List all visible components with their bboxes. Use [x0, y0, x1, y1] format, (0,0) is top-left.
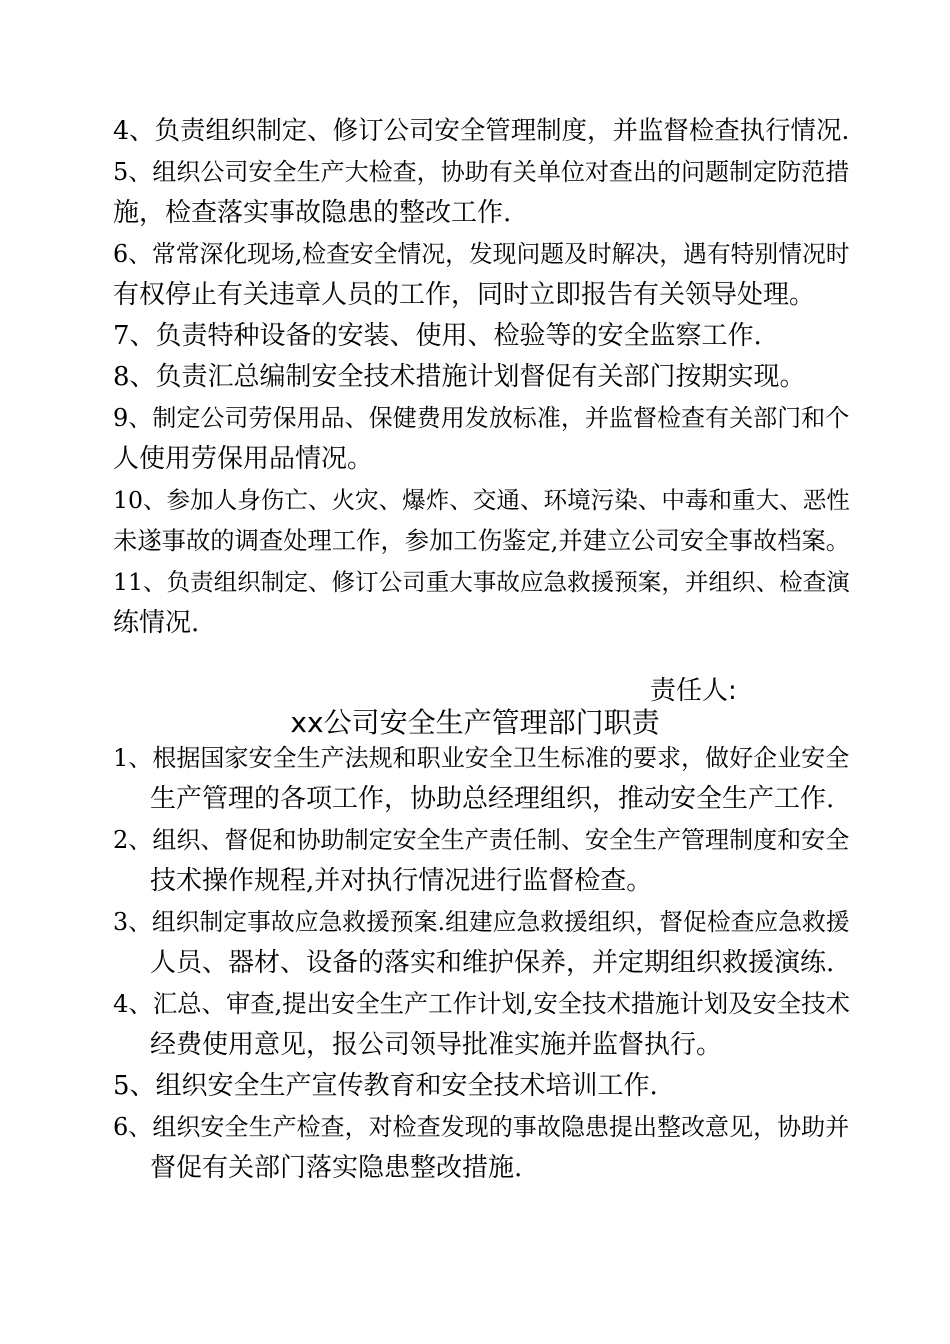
duty-item-5-line-1: 5、组织公司安全生产大检查，协助有关单位对查出的问题制定防范措 [113, 158, 850, 186]
duty-item-6-line-1: 6、常常深化现场,检查安全情况，发现问题及时解决，遇有特别情况时 [113, 240, 850, 268]
dept-duty-3-line-1: 3、组织制定事故应急救援预案.组建应急救援组织，督促检查应急救援 [113, 908, 850, 936]
duty-item-9-line-2: 人使用劳保用品情况。 [113, 444, 374, 474]
dept-duty-6-line-2: 督促有关部门落实隐患整改措施. [150, 1153, 523, 1183]
section-title: xx公司安全生产管理部门职责 [290, 706, 660, 739]
duty-item-11-line-2: 练情况. [113, 608, 200, 638]
duty-item-7-line-1: 7、负责特种设备的安装、使用、检验等的安全监察工作. [113, 321, 762, 351]
dept-duty-1-line-2: 生产管理的各项工作，协助总经理组织，推动安全生产工作. [150, 784, 835, 814]
dept-duty-4-line-1: 4、汇总、审查,提出安全生产工作计划,安全技术措施计划及安全技术 [113, 989, 850, 1018]
duty-item-9-line-1: 9、制定公司劳保用品、保健费用发放标准，并监督检查有关部门和个 [113, 404, 850, 432]
dept-duty-2-line-2: 技术操作规程,并对执行情况进行监督检查。 [150, 866, 653, 896]
duty-item-4-line-1: 4、负责组织制定、修订公司安全管理制度，并监督检查执行情况. [113, 116, 850, 146]
duty-item-5-line-2: 施，检查落实事故隐患的整改工作. [113, 198, 512, 228]
dept-duty-1-line-1: 1、根据国家安全生产法规和职业安全卫生标准的要求，做好企业安全 [113, 744, 850, 772]
dept-duty-5-line-1: 5、组织安全生产宣传教育和安全技术培训工作. [113, 1071, 658, 1101]
responsible-person-label: 责任人: [650, 676, 737, 706]
dept-duty-2-line-1: 2、组织、督促和协助制定安全生产责任制、安全生产管理制度和安全 [113, 826, 850, 854]
dept-duty-3-line-2: 人员、器材、设备的落实和维护保养，并定期组织救援演练. [150, 948, 835, 978]
duty-item-10-line-1: 10、参加人身伤亡、火灾、爆炸、交通、环境污染、中毒和重大、恶性 [113, 486, 850, 514]
duty-item-11-line-1: 11、负责组织制定、修订公司重大事故应急救援预案，并组织、检查演 [113, 568, 850, 596]
duty-item-6-line-2: 有权停止有关违章人员的工作，同时立即报告有关领导处理。 [113, 280, 816, 310]
dept-duty-6-line-1: 6、组织安全生产检查，对检查发现的事故隐患提出整改意见，协助并 [113, 1113, 850, 1141]
dept-duty-4-line-2: 经费使用意见，报公司领导批准实施并监督执行。 [150, 1030, 723, 1060]
duty-item-10-line-2: 未遂事故的调查处理工作，参加工伤鉴定,并建立公司安全事故档案。 [113, 526, 851, 555]
duty-item-8-line-1: 8、负责汇总编制安全技术措施计划督促有关部门按期实现。 [113, 362, 806, 392]
